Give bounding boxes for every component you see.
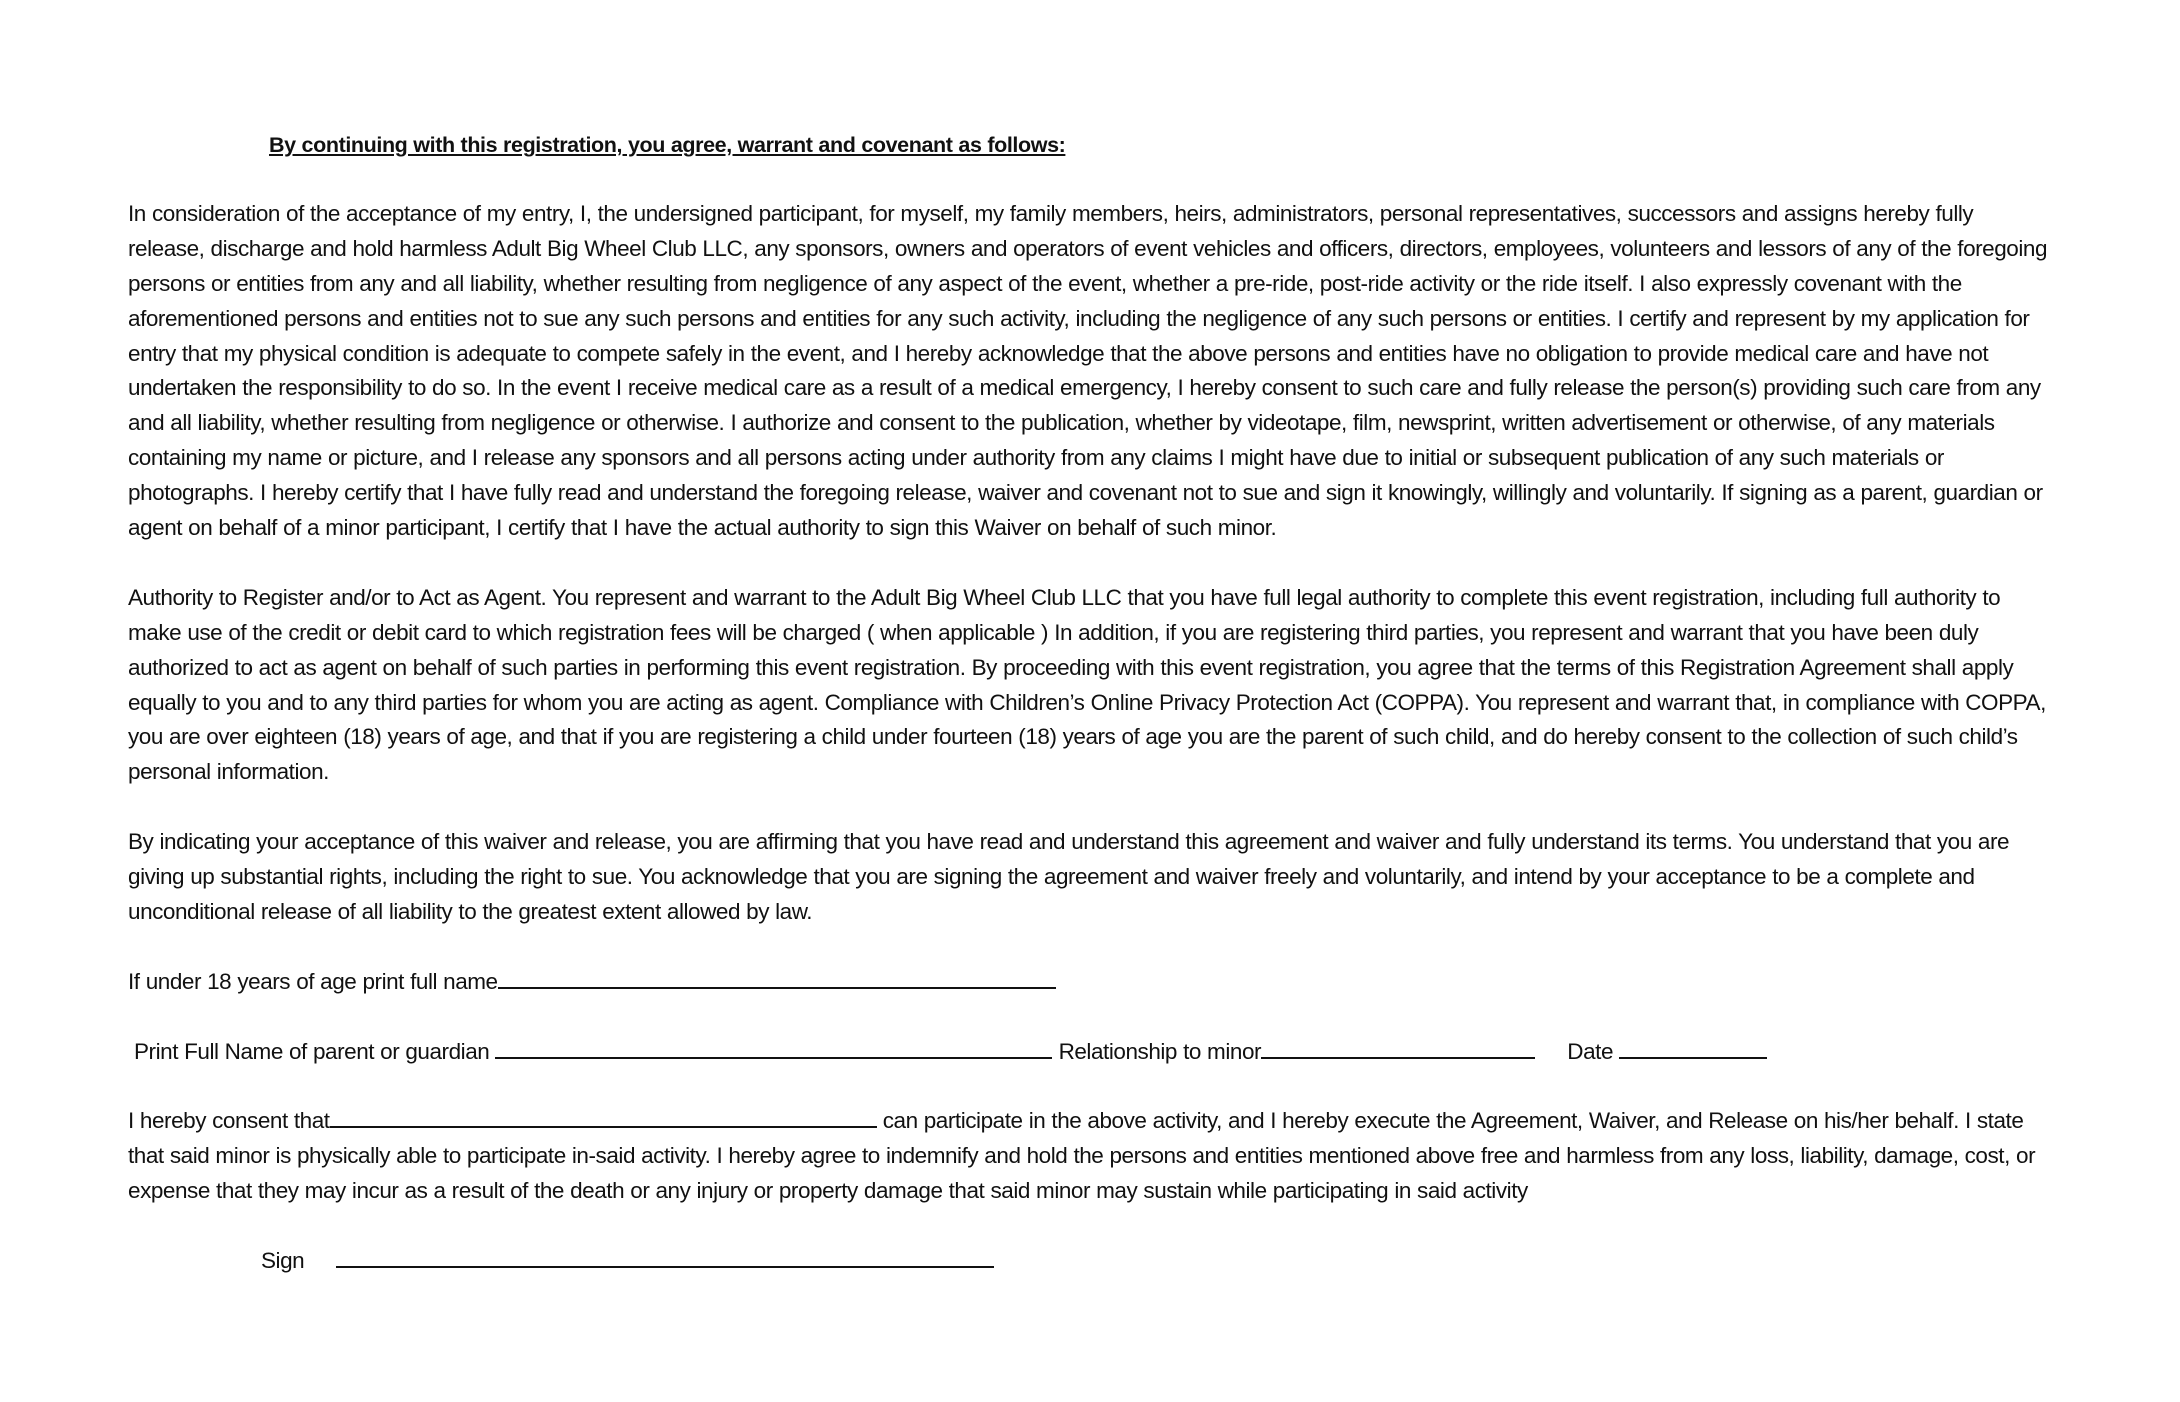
minor-name-field[interactable] <box>498 965 1056 989</box>
relationship-label: Relationship to minor <box>1058 1038 1262 1064</box>
consent-paragraph <box>128 1104 2052 1209</box>
guardian-row <box>128 1035 2052 1070</box>
date-label: Date <box>1567 1038 1614 1064</box>
minor-name-row <box>128 965 2052 1000</box>
sign-label: Sign <box>261 1248 305 1273</box>
consent-minor-name-field[interactable] <box>330 1104 877 1128</box>
acceptance-paragraph: By indicating your acceptance of this waiver and release, you are affirming that you have read and understand this agreement and waiver and fully understand its terms. You understand that you are giving up substantial rights, including the right to sue. You acknowledge that you are signing the agreement and waiver freely and voluntarily, and intend by your acceptance to be a complete and unconditional release of all liability to the greatest extent allowed by law. <box>128 829 2010 924</box>
signature-row <box>128 1244 2052 1279</box>
date-field[interactable] <box>1619 1035 1767 1059</box>
waiver-document <box>128 128 2052 1279</box>
consent-prefix: I hereby consent that <box>128 1108 330 1134</box>
document-heading: By continuing with this registration, you agree, warrant and covenant as follows: <box>269 133 1066 157</box>
consent-text: can participate in the above activity, and I hereby execute the Agreement, Waiver, and Release on his/her behalf. I state that said minor is physically able to participate in-said activity. I hereby agree to indemnify and hold the persons and entities mentioned above free and harmless from any loss, liability, damage, cost, or expense that they may incur as a result of the death or any injury or property damage that said minor may sustain while participating in said activity <box>128 1108 2036 1204</box>
guardian-name-label: Print Full Name of parent or guardian <box>134 1038 490 1064</box>
minor-name-label: If under 18 years of age print full name <box>128 968 498 994</box>
authority-paragraph: Authority to Register and/or to Act as Agent. You represent and warrant to the Adult Big Wheel Club LLC that you have full legal authority to complete this event registration, including full authority to make use of the credit or debit card to which registration fees will be charged ( when applicable ) In addition, if you are registering third parties, you represent and warrant that you have been duly authorized to act as agent on behalf of such parties in performing this event registration. By proceeding with this event registration, you agree that the terms of this Registration Agreement shall apply equally to you and to any third parties for whom you are acting as agent. Compliance with Children’s Online Privacy Protection Act (COPPA). You represent and warrant that, in compliance with COPPA, you are over eighteen (18) years of age, and that if you are registering a child under fourteen (18) years of age you are the parent of such child, and do hereby consent to the collection of such child’s personal information. <box>128 584 2046 785</box>
signature-field[interactable] <box>336 1244 994 1268</box>
relationship-field[interactable] <box>1261 1035 1535 1059</box>
release-paragraph: In consideration of the acceptance of my entry, I, the undersigned participant, for myself, my family members, heirs, administrators, personal representatives, successors and assigns hereby fully release, discharge and hold harmless Adult Big Wheel Club LLC, any sponsors, owners and operators of event vehicles and officers, directors, employees, volunteers and lessors of any of the foregoing persons or entities from any and all liability, whether resulting from negligence of any aspect of the event, whether a pre-ride, post-ride activity or the ride itself. I also expressly covenant with the aforementioned persons and entities not to sue any such persons and entities for any such activity, including the negligence of any such persons or entities. I certify and represent by my application for entry that my physical condition is adequate to compete safely in the event, and I hereby acknowledge that the above persons and entities have no obligation to provide medical care and have not undertaken the responsibility to do so. In the event I receive medical care as a result of a medical emergency, I hereby consent to such care and fully release the person(s) providing such care from any and all liability, whether resulting from negligence or otherwise. I authorize and consent to the publication, whether by videotape, film, newsprint, written advertisement or otherwise, of any materials containing my name or picture, and I release any sponsors and all persons acting under authority from any claims I might have due to initial or subsequent publication of any such materials or photographs. I hereby certify that I have fully read and understand the foregoing release, waiver and covenant not to sue and sign it knowingly, willingly and voluntarily. If signing as a parent, guardian or agent on behalf of a minor participant, I certify that I have the actual authority to sign this Waiver on behalf of such minor. <box>128 200 2048 541</box>
guardian-name-field[interactable] <box>495 1035 1052 1059</box>
